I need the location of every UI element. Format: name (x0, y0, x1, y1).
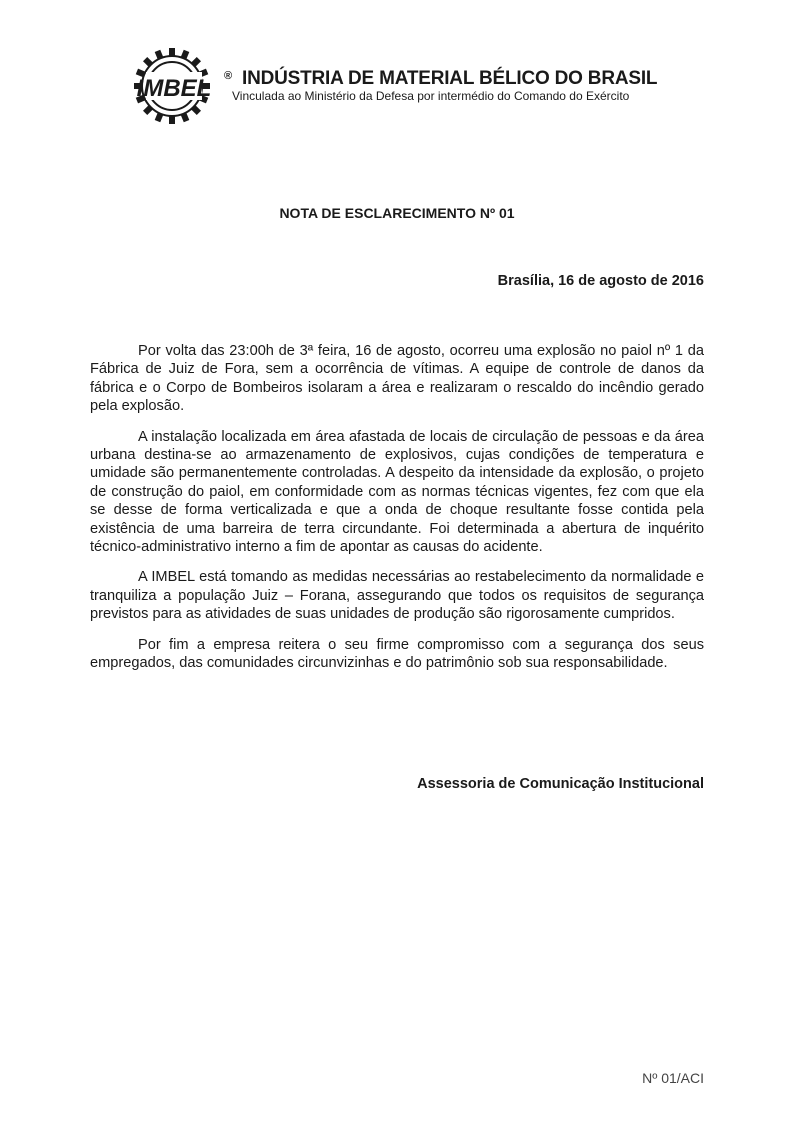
body-paragraph: A instalação localizada em área afastada de locais de circulação de pessoas e da área urbana destina-se ao armazenamento de explosivos, cujas condições de temperatura e umidade são permanentemente controladas. A despeito da intensidade da explosão, o projeto de construção do paiol, em conformidade com as normas técnicas vigentes, fez com que ela se desse de forma verticalizada e que a onda de choque resultante fosse contida pela existência de uma barreira de terra circundante. Foi determinada a abertura de inquérito técnico-administrativo interno a fim de apontar as causas do acidente. (90, 428, 704, 556)
body-paragraph: Por fim a empresa reitera o seu firme compromisso com a segurança dos seus empregados, das comunidades circunvizinhas e do patrimônio sob sua responsabilidade. (90, 636, 704, 672)
signature: Assessoria de Comunicação Institucional (417, 776, 704, 792)
organization-subtitle: Vinculada ao Ministério da Defesa por intermédio do Comando do Exército (232, 89, 630, 103)
body-paragraph: A IMBEL está tomando as medidas necessárias ao restabelecimento da normalidade e tranquiliza a população Juiz – Forana, assegurando que todos os requisitos de segurança previstos para as atividades de suas unidades de produção são rigorosamente cumpridos. (90, 569, 704, 623)
document-code: Nº 01/ACI (642, 1070, 704, 1086)
imbel-gear-logo (128, 44, 228, 128)
document-title: NOTA DE ESCLARECIMENTO Nº 01 (279, 205, 515, 221)
document-body (90, 342, 704, 685)
date-line: Brasília, 16 de agosto de 2016 (497, 273, 704, 289)
gear-tooth (169, 48, 175, 56)
organization-name: INDÚSTRIA DE MATERIAL BÉLICO DO BRASIL (242, 68, 658, 89)
gear-tooth (169, 116, 175, 124)
letterhead (128, 44, 688, 128)
logo-wordmark: IMBEL (136, 75, 212, 102)
registered-mark: ® (224, 70, 233, 82)
body-paragraph: Por volta das 23:00h de 3ª feira, 16 de agosto, ocorreu uma explosão no paiol nº 1 da Fábrica de Juiz de Fora, sem a ocorrência de vítimas. A equipe de controle de danos da fábrica e o Corpo de Bombeiros isolaram a área e realizaram o rescaldo do incêndio gerado pela explosão. (90, 343, 704, 415)
